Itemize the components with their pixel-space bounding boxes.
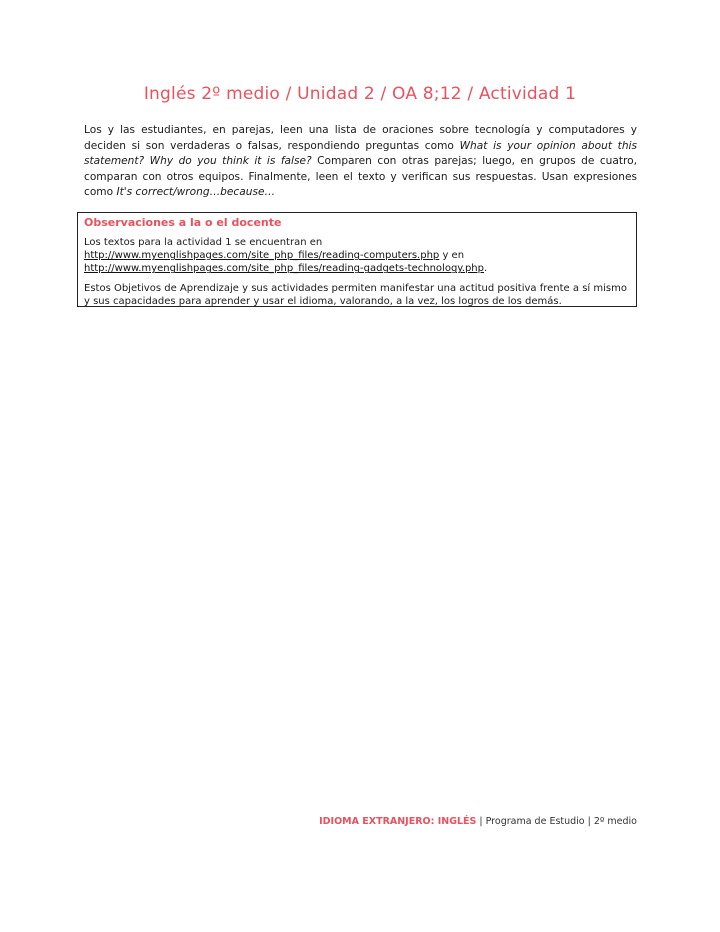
footer-separator-2: |: [584, 816, 594, 827]
links-end: .: [484, 263, 488, 275]
page-footer: [319, 816, 637, 827]
footer-level: 2º medio: [593, 816, 637, 827]
links-intro: Los textos para la actividad 1 se encuentran en: [84, 237, 323, 248]
links-join: y en: [439, 250, 465, 262]
teacher-notes-heading: Observaciones a la o el docente: [84, 216, 282, 229]
reading-gadgets-link[interactable]: http://www.myenglishpages.com/site_php_files/reading-gadgets-technology.php: [84, 263, 484, 275]
reading-computers-link[interactable]: http://www.myenglishpages.com/site_php_files/reading-computers.php: [84, 250, 440, 262]
teacher-notes-paragraph-1: [84, 236, 630, 276]
footer-subject: IDIOMA EXTRANJERO: INGLÉS: [319, 816, 477, 827]
page-title: Inglés 2º medio / Unidad 2 / OA 8;12 / Actividad 1: [143, 84, 577, 104]
activity-description: [84, 123, 637, 201]
intro-question-1: What is your opinion about this statement? Why do you think it is false?: [84, 139, 637, 167]
footer-separator-1: |: [476, 816, 486, 827]
intro-question-2: It's correct/wrong…because…: [116, 186, 276, 198]
footer-program: Programa de Estudio: [485, 816, 585, 827]
intro-text-2: Comparen con otras parejas; luego, en grupos de cuatro, comparan con otros equipos. Finalmente, leen el texto y verifican sus respuestas. Usan expresiones como: [84, 155, 637, 198]
intro-text-1: Los y las estudiantes, en parejas, leen una lista de oraciones sobre tecnología y computadores y deciden si son verdaderas o falsas, respondiendo preguntas como: [84, 124, 637, 152]
teacher-notes-box: [77, 212, 637, 307]
teacher-notes-paragraph-2: Estos Objetivos de Aprendizaje y sus actividades permiten manifestar una actitud positiva frente a sí mismo y sus capacidades para aprender y usar el idioma, valorando, a la vez, los logros de los demás.: [84, 282, 627, 307]
